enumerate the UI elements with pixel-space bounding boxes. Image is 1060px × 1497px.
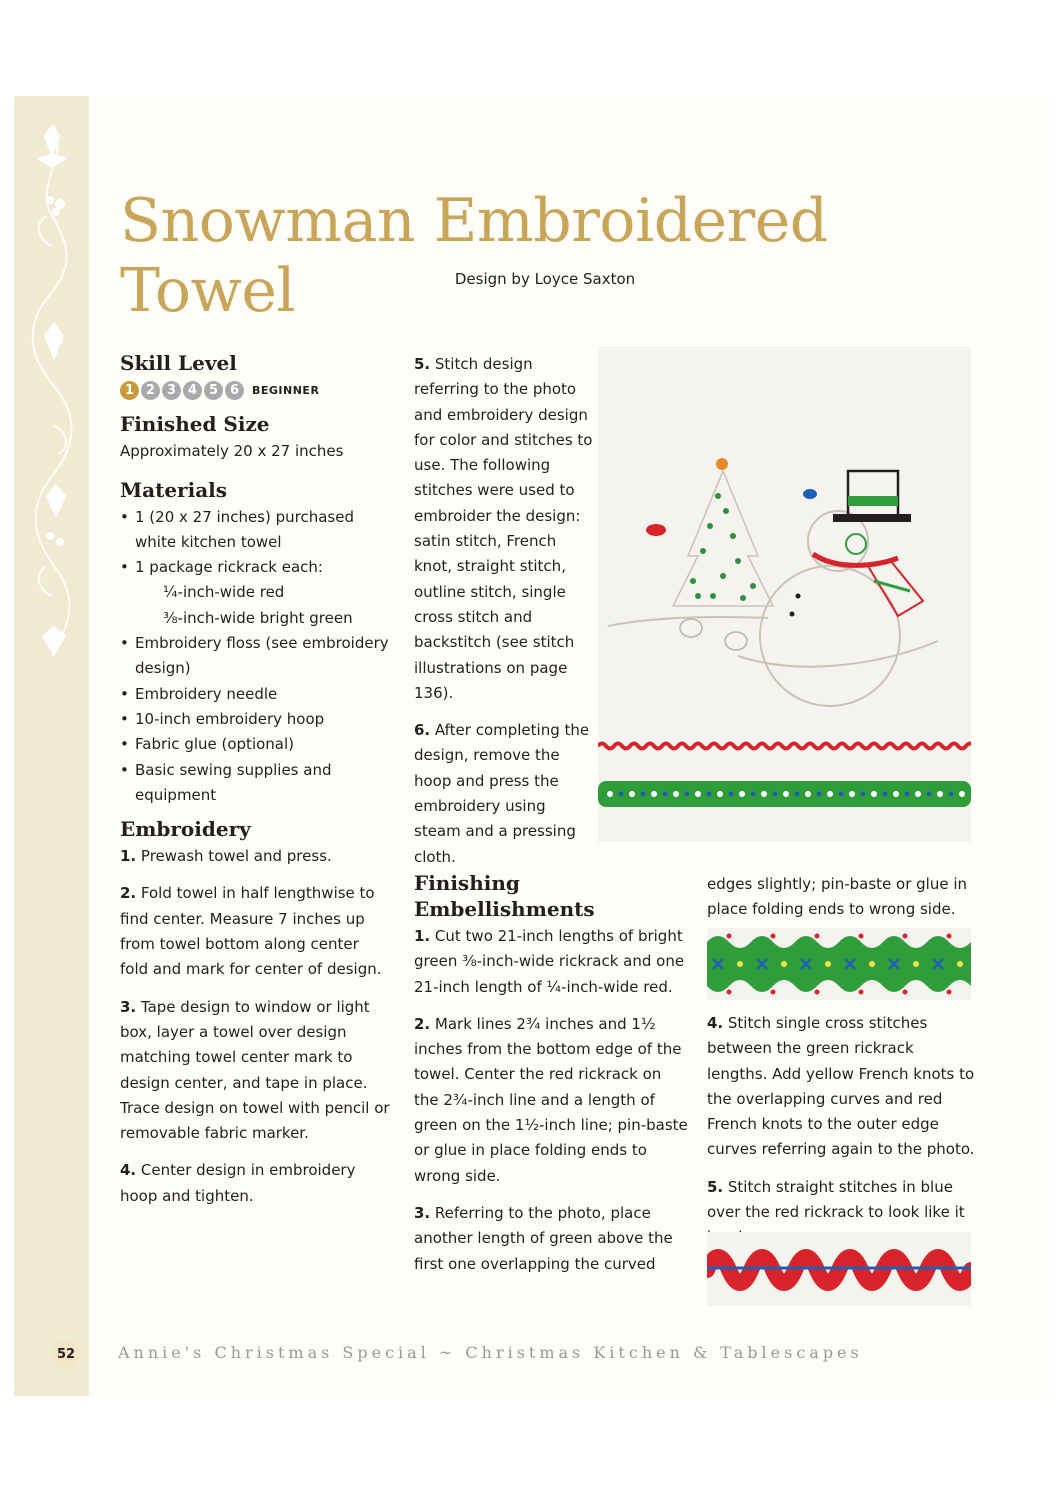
skill-dot-1: 1 <box>120 381 139 400</box>
embroidery-step-1: 1. Prewash towel and press. <box>120 847 332 866</box>
skill-dot-5: 5 <box>204 381 223 400</box>
list-item: • 1 package rickrack each: <box>135 555 390 580</box>
page-number: 52 <box>52 1340 80 1368</box>
skill-heading: Skill Level <box>120 351 237 375</box>
embroidery-step-5: 5. Stitch design referring to the photo and embroidery design for color and stitches to use. The following stitches were used to embroider the design: satin stitch, French knot, straight stitch, outline stitch, single cross stitch and backstitch (see stitch illustrations on page 136). <box>414 355 593 702</box>
right-column-lower <box>707 1011 977 1264</box>
finished-size-text: Approximately 20 x 27 inches <box>120 442 344 461</box>
snowman-embroidery-image <box>598 346 971 842</box>
skill-dot-6: 6 <box>225 381 244 400</box>
right-column <box>707 872 977 935</box>
red-rickrack-image <box>707 1232 971 1306</box>
skill-dot-2: 2 <box>141 381 160 400</box>
list-item: ⅜-inch-wide bright green <box>163 608 353 627</box>
embroidery-heading: Embroidery <box>120 817 251 842</box>
list-item: • Basic sewing supplies and equipment <box>135 758 390 809</box>
embroidery-step-2: 2. Fold towel in half lengthwise to find center. Measure 7 inches up from towel bottom along center fold and mark for center of design. <box>120 884 382 979</box>
embroidery-step-3: 3. Tape design to window or light box, layer a towel over design matching towel center mark to design center, and tape in place. Trace design on towel with pencil or removable fabric marker. <box>120 997 390 1143</box>
finishing-step-2: 2. Mark lines 2¾ inches and 1½ inches from the bottom edge of the towel. Center the red rickrack on the 2¾-inch line and a length of green on the 1½-inch line; pin-baste or glue in place folding ends to wrong side. <box>414 1014 688 1185</box>
materials-heading: Materials <box>120 477 228 502</box>
materials-list <box>120 505 390 809</box>
finishing-step-3-continued: edges slightly; pin-baste or glue in place folding ends to wrong side. <box>707 875 968 919</box>
finishing-step-1: 1. Cut two 21-inch lengths of bright green ⅜-inch-wide rickrack and one 21-inch length of ¼-inch-wide red. <box>414 927 685 996</box>
list-item: • 10-inch embroidery hoop <box>135 707 390 732</box>
finishing-step-4: 4. Stitch single cross stitches between the green rickrack lengths. Add yellow French knots to the overlapping curves and red French knots to the outer edge curves referring again to the photo. <box>707 1014 975 1159</box>
finishing-step-3: 3. Referring to the photo, place another length of green above the first one overlapping the curved <box>414 1203 673 1273</box>
decorative-sidebar <box>14 96 89 1396</box>
skill-label: BEGINNER <box>252 384 320 397</box>
embroidery-step-6: 6. After completing the design, remove the hoop and press the embroidery using steam and a pressing cloth. <box>414 721 590 866</box>
left-column <box>120 350 390 1221</box>
embroidery-step-4: 4. Center design in embroidery hoop and tighten. <box>120 1161 356 1205</box>
footer-publication-title: Annie's Christmas Special ~ Christmas Kitchen & Tablescapes <box>118 1343 863 1362</box>
red-rickrack-photo <box>707 1232 971 1306</box>
list-item: • Embroidery floss (see embroidery design) <box>135 631 390 682</box>
byline: Design by Loyce Saxton <box>454 270 636 288</box>
page-footer <box>52 1340 972 1366</box>
finishing-heading: Finishing Embellishments <box>414 871 595 921</box>
page-title: Snowman Embroidered Towel <box>120 186 828 326</box>
green-rickrack-photo <box>707 928 971 1000</box>
finished-size-heading: Finished Size <box>120 412 270 437</box>
skill-dot-4: 4 <box>183 381 202 400</box>
skill-level-indicator <box>120 378 390 403</box>
list-item: • 1 (20 x 27 inches) purchased white kitchen towel <box>135 505 390 556</box>
towel-photo <box>598 346 971 842</box>
green-rickrack-image <box>707 928 971 1000</box>
skill-dot-3: 3 <box>162 381 181 400</box>
list-item: • Fabric glue (optional) <box>135 732 390 757</box>
list-item: • Embroidery needle <box>135 682 390 707</box>
holly-ornament-icon <box>14 96 89 716</box>
finishing-step-5: 5. Stitch straight stitches in blue over the red rickrack to look like it <box>707 1175 977 1252</box>
list-item: ¼-inch-wide red <box>163 583 285 602</box>
middle-column-top <box>414 352 596 882</box>
finishing-section <box>414 870 689 1289</box>
